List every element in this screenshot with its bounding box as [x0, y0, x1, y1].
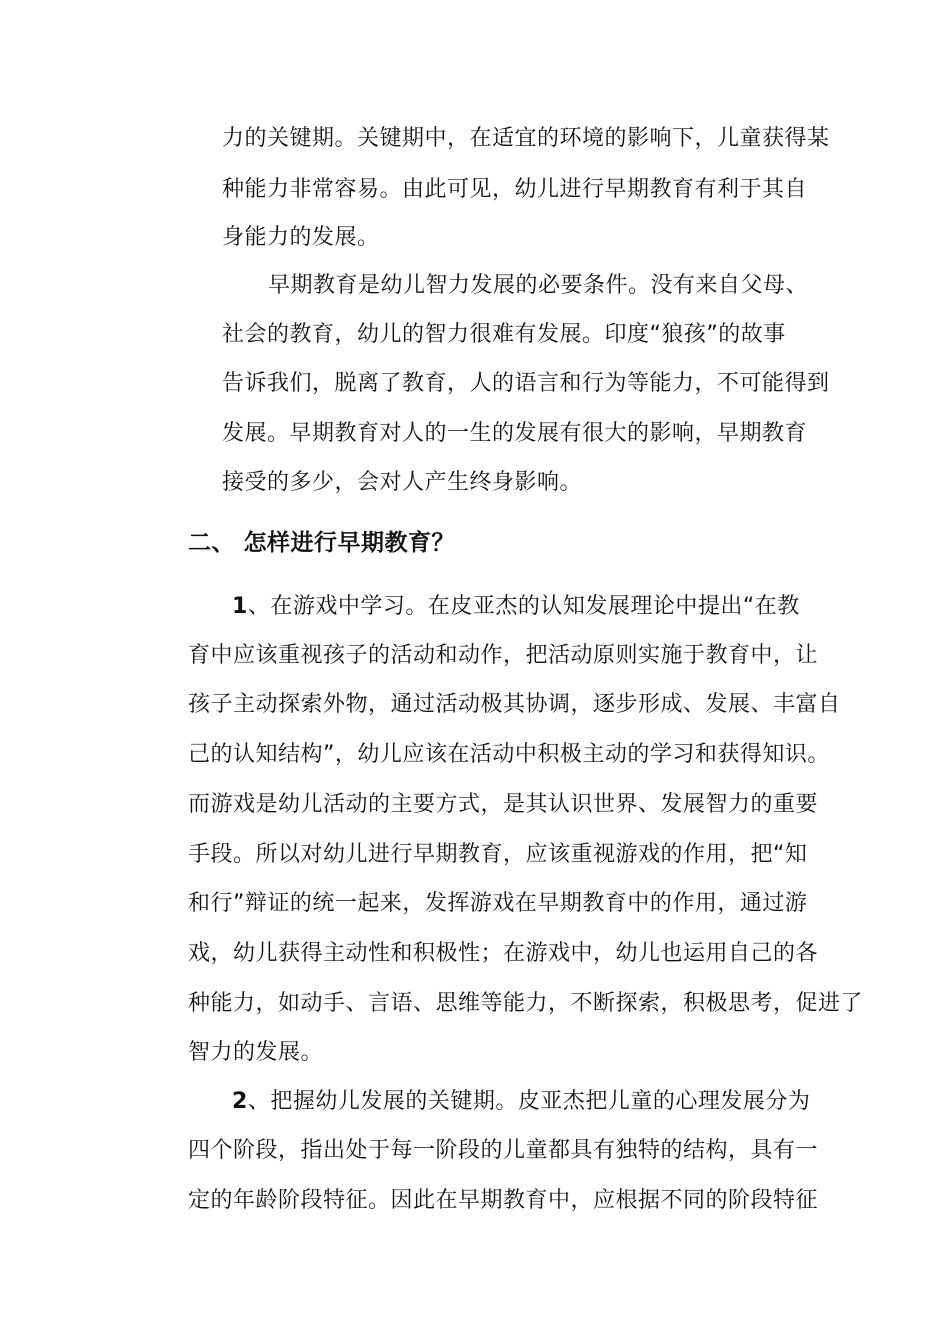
item-1-line: 戏，幼儿获得主动性和积极性；在游戏中，幼儿也运用自己的各 [188, 941, 819, 966]
item-1-first-line [232, 592, 800, 622]
item-1-line: 智力的发展。 [188, 1040, 324, 1065]
item-2-line: 定的年龄阶段特征。因此在早期教育中，应根据不同的阶段特征 [188, 1188, 819, 1213]
item-2-first-line-text: 、把握幼儿发展的关键期。皮亚杰把儿童的心理发展分为 [247, 1089, 811, 1114]
item-1-line: 育中应该重视孩子的活动和动作，把活动原则实施于教育中，让 [188, 643, 819, 668]
item-1-number: 1 [232, 594, 248, 619]
paragraph-1-line: 种能力非常容易。由此可见，幼儿进行早期教育有利于其自 [222, 177, 808, 202]
item-1-line: 和行”辩证的统一起来，发挥游戏在早期教育中的作用，通过游 [188, 891, 808, 916]
item-2-first-line [232, 1087, 810, 1117]
paragraph-2-line: 接受的多少，会对人产生终身影响。 [222, 470, 583, 495]
item-1-line: 己的认知结构”，幼儿应该在活动中积极主动的学习和获得知识。 [188, 742, 830, 767]
paragraph-2-line: 告诉我们，脱离了教育，人的语言和行为等能力，不可能得到 [222, 371, 830, 396]
paragraph-1-line: 身能力的发展。 [222, 225, 380, 250]
item-2-number: 2 [232, 1089, 248, 1114]
item-1-line: 孩子主动探索外物，通过活动极其协调，逐步形成、发展、丰富自 [188, 692, 841, 717]
paragraph-2-line: 发展。早期教育对人的一生的发展有很大的影响，早期教育 [222, 421, 808, 446]
section-heading: 二、 怎样进行早期教育？ [188, 530, 456, 556]
paragraph-2-line: 早期教育是幼儿智力发展的必要条件。没有来自父母、 [268, 273, 809, 298]
paragraph-1-line: 力的关键期。关键期中，在适宜的环境的影响下，儿童获得某 [222, 126, 830, 151]
item-1-line: 种能力，如动手、言语、思维等能力，不断探索，积极思考，促进了 [188, 991, 864, 1016]
item-1-line: 手段。所以对幼儿进行早期教育，应该重视游戏的作用，把“知 [188, 842, 808, 867]
item-1-line: 而游戏是幼儿活动的主要方式，是其认识世界、发展智力的重要 [188, 792, 819, 817]
item-2-line: 四个阶段，指出处于每一阶段的儿童都具有独特的结构，具有一 [188, 1138, 819, 1163]
paragraph-2-line: 社会的教育，幼儿的智力很难有发展。印度“狼孩”的故事 [222, 322, 786, 347]
item-1-first-line-text: 、在游戏中学习。在皮亚杰的认知发展理论中提出“在教 [247, 594, 800, 619]
